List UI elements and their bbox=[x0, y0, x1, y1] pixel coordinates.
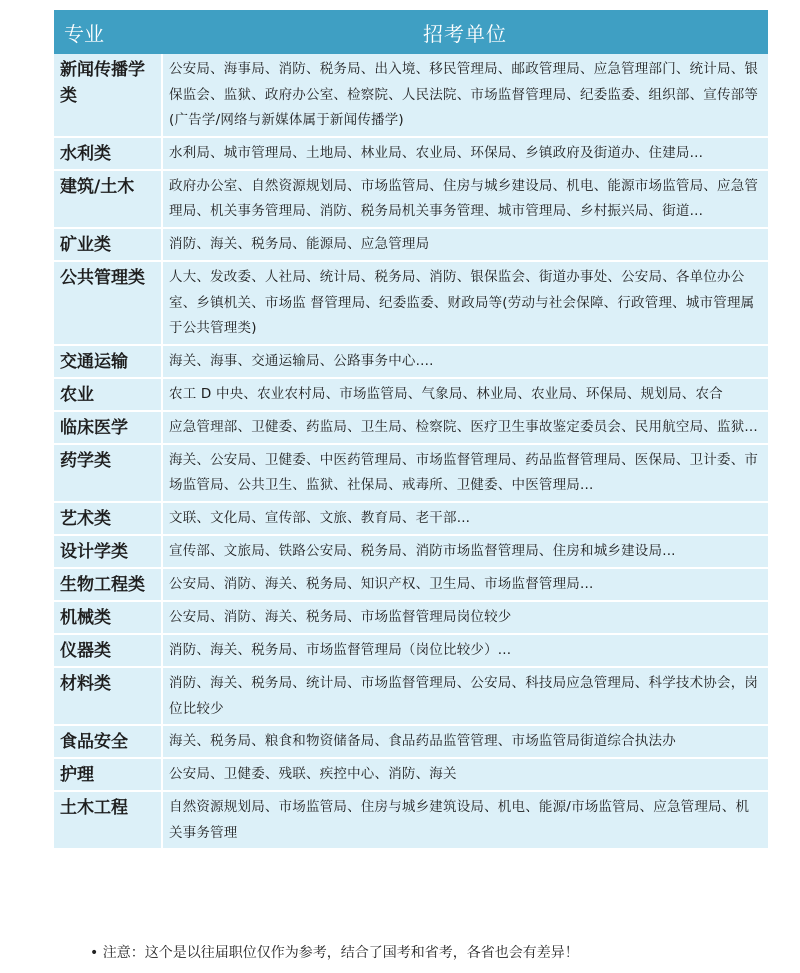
table-row bbox=[54, 54, 768, 137]
table-row bbox=[54, 568, 768, 601]
table-row bbox=[54, 170, 768, 228]
recruiting-units: 水利局、城市管理局、土地局、林业局、农业局、环保局、乡镇政府及街道办、住建局... bbox=[162, 137, 768, 170]
recruiting-units: 公安局、消防、海关、税务局、市场监督管理局岗位较少 bbox=[162, 601, 768, 634]
table-row bbox=[54, 261, 768, 345]
table-row bbox=[54, 345, 768, 378]
recruiting-units: 应急管理部、卫健委、药监局、卫生局、检察院、医疗卫生事故鉴定委员会、民用航空局、监狱... bbox=[162, 411, 768, 444]
table-row bbox=[54, 634, 768, 667]
major-name: 生物工程类 bbox=[54, 568, 162, 601]
table-row bbox=[54, 228, 768, 261]
recruiting-units: 人大、发改委、人社局、统计局、税务局、消防、银保监会、街道办事处、公安局、各单位办公室、乡镇机关、市场监 督管理局、纪委监委、财政局等(劳动与社会保障、行政管理、城市管理属于公共管理类) bbox=[162, 261, 768, 345]
major-name: 艺术类 bbox=[54, 502, 162, 535]
major-name: 土木工程 bbox=[54, 791, 162, 849]
table-row bbox=[54, 411, 768, 444]
major-name: 新闻传播学类 bbox=[54, 54, 162, 137]
table-body bbox=[54, 54, 768, 849]
recruiting-units: 自然资源规划局、市场监管局、住房与城乡建筑设局、机电、能源/市场监管局、应急管理局、机关事务管理 bbox=[162, 791, 768, 849]
recruiting-units: 农工 D 中央、农业农村局、市场监管局、气象局、林业局、农业局、环保局、规划局、农合 bbox=[162, 378, 768, 411]
recruiting-units: 消防、海关、税务局、能源局、应急管理局 bbox=[162, 228, 768, 261]
footnote: • 注意：这个是以往届职位仅作为参考，结合了国考和省考，各省也会有差异！ bbox=[90, 945, 579, 961]
header-major: 专业 bbox=[54, 10, 162, 54]
majors-table-container bbox=[54, 10, 768, 850]
recruiting-units: 海关、海事、交通运输局、公路事务中心.... bbox=[162, 345, 768, 378]
major-name: 交通运输 bbox=[54, 345, 162, 378]
recruiting-units: 海关、公安局、卫健委、中医药管理局、市场监督管理局、药品监督管理局、医保局、卫计委、市场监管局、公共卫生、监狱、社保局、戒毒所、卫健委、中医管理局... bbox=[162, 444, 768, 502]
recruiting-units: 政府办公室、自然资源规划局、市场监管局、住房与城乡建设局、机电、能源市场监管局、应急管理局、机关事务管理局、消防、税务局机关事务管理、城市管理局、乡村振兴局、街道... bbox=[162, 170, 768, 228]
major-name: 水利类 bbox=[54, 137, 162, 170]
major-name: 材料类 bbox=[54, 667, 162, 725]
major-name: 食品安全 bbox=[54, 725, 162, 758]
table-row bbox=[54, 725, 768, 758]
recruiting-units: 宣传部、文旅局、铁路公安局、税务局、消防市场监督管理局、住房和城乡建设局... bbox=[162, 535, 768, 568]
recruiting-units: 公安局、海事局、消防、税务局、出入境、移民管理局、邮政管理局、应急管理部门、统计局、银保监会、监狱、政府办公室、检察院、人民法院、市场监督管理局、纪委监委、组织部、宣传部等(广告学/网络与新媒体属于新闻传播学) bbox=[162, 54, 768, 137]
major-name: 药学类 bbox=[54, 444, 162, 502]
major-name: 公共管理类 bbox=[54, 261, 162, 345]
major-name: 建筑/土木 bbox=[54, 170, 162, 228]
major-name: 机械类 bbox=[54, 601, 162, 634]
major-name: 临床医学 bbox=[54, 411, 162, 444]
table-row bbox=[54, 667, 768, 725]
table-header-row bbox=[54, 10, 768, 54]
table-row bbox=[54, 378, 768, 411]
table-row bbox=[54, 502, 768, 535]
table-row bbox=[54, 535, 768, 568]
recruiting-units: 公安局、消防、海关、税务局、知识产权、卫生局、市场监督管理局... bbox=[162, 568, 768, 601]
recruiting-units: 消防、海关、税务局、市场监督管理局（岗位比较少）... bbox=[162, 634, 768, 667]
major-name: 农业 bbox=[54, 378, 162, 411]
major-name: 仪器类 bbox=[54, 634, 162, 667]
recruiting-units: 公安局、卫健委、残联、疾控中心、消防、海关 bbox=[162, 758, 768, 791]
recruiting-units: 海关、税务局、粮食和物资储备局、食品药品监管管理、市场监管局街道综合执法办 bbox=[162, 725, 768, 758]
table-row bbox=[54, 601, 768, 634]
table-row bbox=[54, 444, 768, 502]
table-row bbox=[54, 137, 768, 170]
major-name: 矿业类 bbox=[54, 228, 162, 261]
table-row bbox=[54, 791, 768, 849]
major-name: 护理 bbox=[54, 758, 162, 791]
header-units: 招考单位 bbox=[162, 10, 768, 54]
recruiting-units: 消防、海关、税务局、统计局、市场监督管理局、公安局、科技局应急管理局、科学技术协会，岗位比较少 bbox=[162, 667, 768, 725]
table-row bbox=[54, 758, 768, 791]
major-name: 设计学类 bbox=[54, 535, 162, 568]
recruiting-units: 文联、文化局、宣传部、文旅、教育局、老干部... bbox=[162, 502, 768, 535]
majors-table bbox=[54, 10, 768, 850]
